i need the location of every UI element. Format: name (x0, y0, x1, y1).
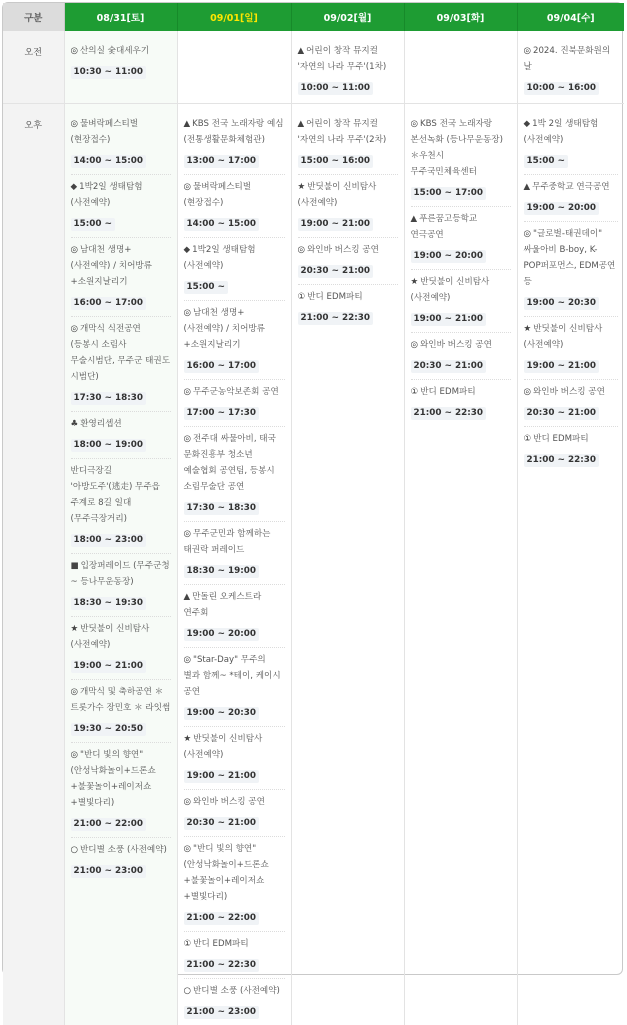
event-marker: ▲ (183, 118, 191, 129)
event-time: 19:00 ~ 20:00 (411, 250, 487, 263)
event-time: 21:00 ~ 22:30 (184, 959, 260, 972)
event-marker: ◎ (410, 339, 418, 350)
event-time: 17:30 ~ 18:30 (184, 502, 260, 515)
event-marker: ◎ (297, 244, 305, 255)
event-marker: ■ (70, 560, 79, 571)
event-time: 18:30 ~ 19:30 (71, 597, 147, 610)
event-time: 15:00 ~ (71, 218, 115, 231)
event-marker: ★ (410, 276, 419, 287)
event-marker: ◎ (183, 654, 191, 665)
event-time: 18:30 ~ 19:00 (184, 565, 260, 578)
event-title-text: 반디 EDM파티 (307, 291, 363, 302)
event-title-text: 와인바 버스킹 공연 (307, 244, 379, 255)
event-marker: ◎ (70, 749, 78, 760)
header-row (3, 3, 624, 31)
event-title-text: "반디 빛의 향연" (안성낙화놀이+드론쇼+불꽃놀이+레이저쇼+별빛다리) (183, 843, 269, 902)
event-title-text: 어린이 창작 뮤지컬 '자연의 나라 무주'(1차) (297, 46, 387, 72)
event-title (71, 416, 171, 432)
event-title (298, 289, 398, 305)
event-item (184, 837, 285, 932)
event-time: 10:00 ~ 16:00 (524, 82, 600, 95)
day-header: 08/31[토] (64, 3, 177, 31)
event-marker: ▲ (523, 181, 531, 192)
event-item (184, 238, 285, 301)
event-marker: ① (183, 938, 192, 949)
event-item (524, 112, 619, 175)
event-time: 14:00 ~ 15:00 (71, 155, 147, 168)
event-time: 19:00 ~ 20:00 (524, 202, 600, 215)
event-title (184, 431, 285, 495)
event-time: 21:00 ~ 23:00 (71, 865, 147, 878)
event-item (184, 790, 285, 837)
event-title (524, 321, 619, 353)
event-title (71, 747, 171, 811)
event-item (184, 585, 285, 648)
event-item (411, 112, 511, 207)
event-time: 19:30 ~ 20:50 (71, 723, 147, 736)
event-time: 21:00 ~ 22:30 (298, 312, 374, 325)
event-item (71, 112, 171, 175)
event-item (71, 39, 171, 85)
event-title-text: "반디 빛의 향연" (안성낙화놀이+드론쇼+불꽃놀이+레이저쇼+별빛다리) (70, 749, 156, 808)
event-title (411, 337, 511, 353)
event-item (524, 222, 619, 317)
day-cell (291, 31, 404, 103)
event-title (298, 242, 398, 258)
event-title-text: 1박 2일 생태탐험 (사전예약) (523, 118, 599, 145)
event-title-text: 물벼락페스티벌 (현장접수) (70, 118, 139, 145)
event-title-text: 개막식 식전공연 (등봉시 소림사 무술시범단, 무주군 태권도 시범단) (70, 323, 171, 382)
event-time: 20:30 ~ 21:00 (411, 360, 487, 373)
event-time: 19:00 ~ 21:00 (524, 360, 600, 373)
event-time: 15:00 ~ (524, 155, 568, 168)
event-item (524, 380, 619, 427)
event-title-text: 반딧불이 신비탐사 (사전예약) (183, 733, 263, 760)
event-marker: ◎ (523, 46, 531, 56)
event-marker: ◎ (70, 323, 78, 334)
day-cell (404, 103, 517, 1025)
event-item (71, 680, 171, 743)
event-item (184, 427, 285, 522)
event-item (184, 727, 285, 790)
event-time: 19:00 ~ 21:00 (298, 218, 374, 231)
event-marker: ◎ (183, 181, 191, 192)
event-title (71, 43, 171, 59)
event-title-text: 1박2일 생태탐험 (사전예약) (183, 244, 256, 271)
event-marker: ◆ (183, 244, 191, 255)
event-title-text: 남대천 생명+ (사전예약) / 치어방류+소원지날리기 (70, 244, 152, 287)
event-marker: ▲ (410, 213, 418, 224)
event-item (524, 39, 619, 101)
event-title-text: 반딧불이 신비탐사 (사전예약) (523, 323, 603, 350)
event-time: 21:00 ~ 22:00 (71, 818, 147, 831)
event-marker: ① (297, 291, 306, 302)
event-marker: ◎ (70, 46, 78, 56)
event-item (184, 979, 285, 1025)
event-time: 21:00 ~ 22:30 (524, 454, 600, 467)
event-item (184, 648, 285, 727)
event-item (184, 112, 285, 175)
event-marker: ① (523, 433, 532, 444)
event-title (524, 384, 619, 400)
event-title-text: 와인바 버스킹 공연 (420, 339, 492, 350)
event-marker: ▲ (297, 118, 305, 129)
event-marker: ♣ (70, 418, 79, 429)
event-marker: ▲ (297, 46, 305, 56)
event-title (71, 116, 171, 148)
event-item (71, 238, 171, 317)
event-marker: ◎ (183, 307, 191, 318)
event-title (184, 116, 285, 148)
day-cell (64, 103, 177, 1025)
event-time: 19:00 ~ 21:00 (71, 660, 147, 673)
event-item (71, 838, 171, 884)
event-title (71, 242, 171, 290)
event-marker: ★ (70, 623, 79, 634)
event-marker: ◎ (183, 796, 191, 807)
event-time: 16:00 ~ 17:00 (71, 297, 147, 310)
event-time: 14:00 ~ 15:00 (184, 218, 260, 231)
day-header: 09/04[수] (517, 3, 624, 31)
event-title-text: 반디 EDM파티 (193, 938, 249, 949)
event-item (184, 301, 285, 380)
event-time: 20:30 ~ 21:00 (298, 265, 374, 278)
event-time: 10:30 ~ 11:00 (71, 66, 147, 79)
event-marker: ◎ (523, 228, 531, 239)
event-title-text: 전주대 싸물아비, 태국 문화진흥부 청소년 예술협회 공연팀, 등봉시 소림무술단 공연 (183, 433, 276, 492)
event-title (71, 558, 171, 590)
event-item (71, 617, 171, 680)
event-time: 20:30 ~ 21:00 (184, 817, 260, 830)
event-item (298, 175, 398, 238)
event-time: 18:00 ~ 19:00 (71, 439, 147, 452)
event-title-text: "글로벌-태권데이" 싸울아비 B-boy, K-POP퍼포먼스, EDM공연 등 (523, 228, 616, 287)
event-title (524, 43, 619, 75)
event-title-text: 2024. 진북문화원의 날 (523, 46, 611, 72)
event-title (184, 305, 285, 353)
day-cell (177, 103, 291, 1025)
event-title-text: 개막식 및 축하공연 ＊ 트롯가수 장민호 ＊ 라잇썸 (70, 686, 171, 713)
event-title-text: 반딧불이 신비탐사 (사전예약) (297, 181, 377, 208)
event-item (71, 459, 171, 554)
day-header: 09/02[월] (291, 3, 404, 31)
event-time: 10:00 ~ 11:00 (298, 82, 374, 95)
event-title (184, 242, 285, 274)
event-marker: ◎ (70, 686, 78, 697)
event-title (298, 43, 398, 75)
event-title (411, 116, 511, 180)
event-marker: ◎ (523, 386, 531, 397)
schedule-table (3, 3, 624, 1025)
event-marker: ▲ (183, 591, 191, 602)
day-cell (404, 31, 517, 103)
event-time: 20:30 ~ 21:00 (524, 407, 600, 420)
event-time: 19:00 ~ 21:00 (411, 313, 487, 326)
event-item (411, 270, 511, 333)
event-title-text: KBS 전국 노래자랑 본선녹화 (등나무운동장) ＊우천시 무주국민체육센터 (410, 118, 503, 177)
event-time: 21:00 ~ 23:00 (184, 1006, 260, 1019)
header-label: 구분 (3, 3, 64, 31)
event-marker: ◎ (410, 118, 418, 129)
event-time: 19:00 ~ 20:30 (524, 297, 600, 310)
event-title (411, 274, 511, 306)
event-marker: ◆ (70, 181, 78, 192)
event-time: 21:00 ~ 22:00 (184, 912, 260, 925)
event-marker: ○ (70, 844, 78, 855)
event-title-text: 1박2일 생태탐험 (사전예약) (70, 181, 143, 208)
event-time: 16:00 ~ 17:00 (184, 360, 260, 373)
event-marker: ① (410, 386, 419, 397)
event-title (71, 621, 171, 653)
event-title-text: 환영리셉션 (80, 418, 122, 429)
event-item (71, 554, 171, 617)
event-time: 15:00 ~ 17:00 (411, 187, 487, 200)
event-item (184, 932, 285, 979)
event-title-text: 반디극장길 '아방도주'(逃走) 무주읍 주계로 8길 일대 (무주극장거리) (70, 465, 160, 524)
event-item (524, 427, 619, 473)
event-title-text: 반디 EDM파티 (533, 433, 589, 444)
event-title (524, 431, 619, 447)
event-title (71, 463, 171, 527)
event-title-text: 남대천 생명+ (사전예약) / 치어방류+소원지날리기 (183, 307, 265, 350)
event-item (524, 317, 619, 380)
event-title-text: 반디 EDM파티 (420, 386, 476, 397)
event-item (184, 175, 285, 238)
event-item (184, 522, 285, 585)
event-marker: ★ (297, 181, 306, 192)
event-item (411, 207, 511, 270)
event-marker: ◆ (523, 118, 531, 129)
event-title-text: 푸른꿈고등학교 연극공연 (410, 213, 478, 240)
event-item (298, 285, 398, 331)
event-title-text: 무주중학교 연극공연 (532, 181, 610, 192)
event-title (71, 179, 171, 211)
event-title (184, 794, 285, 810)
event-title (184, 384, 285, 400)
am-row (3, 31, 624, 103)
day-cell (517, 31, 624, 103)
event-title (184, 983, 285, 999)
event-marker: ○ (183, 985, 191, 996)
event-item (524, 175, 619, 222)
event-item (298, 112, 398, 175)
event-marker: ◎ (70, 118, 78, 129)
event-title-text: 산의실 숯대세우기 (80, 46, 150, 56)
event-title-text: 와인바 버스킹 공연 (533, 386, 605, 397)
day-header: 09/01[일] (177, 3, 291, 31)
event-title (524, 179, 619, 195)
event-title (184, 179, 285, 211)
row-label-pm: 오후 (3, 103, 64, 1025)
event-title (411, 211, 511, 243)
event-title (184, 731, 285, 763)
event-item (298, 39, 398, 101)
event-time: 15:00 ~ 16:00 (298, 155, 374, 168)
day-cell (177, 31, 291, 103)
event-item (411, 333, 511, 380)
event-title-text: 물벼락페스티벌 (현장접수) (183, 181, 252, 208)
event-time: 15:00 ~ (184, 281, 228, 294)
event-title-text: KBS 전국 노래자랑 예심 (전통생활문화체험관) (183, 118, 284, 145)
event-item (298, 238, 398, 285)
event-title (71, 842, 171, 858)
event-title (184, 589, 285, 621)
event-title-text: 반디별 소풍 (사전예약) (80, 844, 167, 855)
event-marker: ◎ (70, 244, 78, 255)
event-marker: ★ (523, 323, 532, 334)
event-marker: ◎ (183, 386, 191, 397)
event-time: 19:00 ~ 20:00 (184, 628, 260, 641)
event-title-text: 반딧불이 신비탐사 (사전예약) (410, 276, 490, 303)
event-title (71, 684, 171, 716)
event-title (184, 652, 285, 700)
event-time: 13:00 ~ 17:00 (184, 155, 260, 168)
day-cell (517, 103, 624, 1025)
event-title (298, 116, 398, 148)
schedule-frame (2, 2, 623, 1017)
event-item (411, 380, 511, 426)
event-title-text: 반디별 소풍 (사전예약) (193, 985, 280, 996)
event-title (184, 936, 285, 952)
event-title (524, 226, 619, 290)
event-title-text: 무주군민과 함께하는 태권락 퍼레이드 (183, 528, 271, 555)
event-title-text: 반딧불이 신비탐사 (사전예약) (70, 623, 150, 650)
event-title-text: 어린이 창작 뮤지컬 '자연의 나라 무주'(2차) (297, 118, 387, 145)
event-time: 21:00 ~ 22:30 (411, 407, 487, 420)
event-item (71, 175, 171, 238)
day-cell (291, 103, 404, 1025)
event-item (184, 380, 285, 427)
event-item (71, 317, 171, 412)
day-cell (64, 31, 177, 103)
event-title (184, 841, 285, 905)
event-title (298, 179, 398, 211)
event-time: 17:30 ~ 18:30 (71, 392, 147, 405)
event-time: 18:00 ~ 23:00 (71, 534, 147, 547)
event-time: 17:00 ~ 17:30 (184, 407, 260, 420)
event-item (71, 412, 171, 459)
event-time: 19:00 ~ 20:30 (184, 707, 260, 720)
event-title (524, 116, 619, 148)
row-label-am: 오전 (3, 31, 64, 103)
day-header: 09/03[화] (404, 3, 517, 31)
event-marker: ◎ (183, 528, 191, 539)
event-title-text: 만돌린 오케스트라 연주회 (183, 591, 262, 618)
event-title-text: "Star-Day" 무주의 별과 함께~ *테이, 케이시 공연 (183, 654, 281, 697)
event-title-text: 입장퍼레이드 (무주군청 ~ 등나무운동장) (70, 560, 170, 587)
event-item (71, 743, 171, 838)
event-title (184, 526, 285, 558)
event-marker: ◎ (183, 433, 191, 444)
event-title (71, 321, 171, 385)
event-time: 19:00 ~ 21:00 (184, 770, 260, 783)
event-title-text: 와인바 버스킹 공연 (193, 796, 265, 807)
pm-row (3, 103, 624, 1025)
event-title (411, 384, 511, 400)
event-marker: ★ (183, 733, 192, 744)
event-marker: ◎ (183, 843, 191, 854)
event-title-text: 무주군농악보존회 공연 (193, 386, 279, 397)
